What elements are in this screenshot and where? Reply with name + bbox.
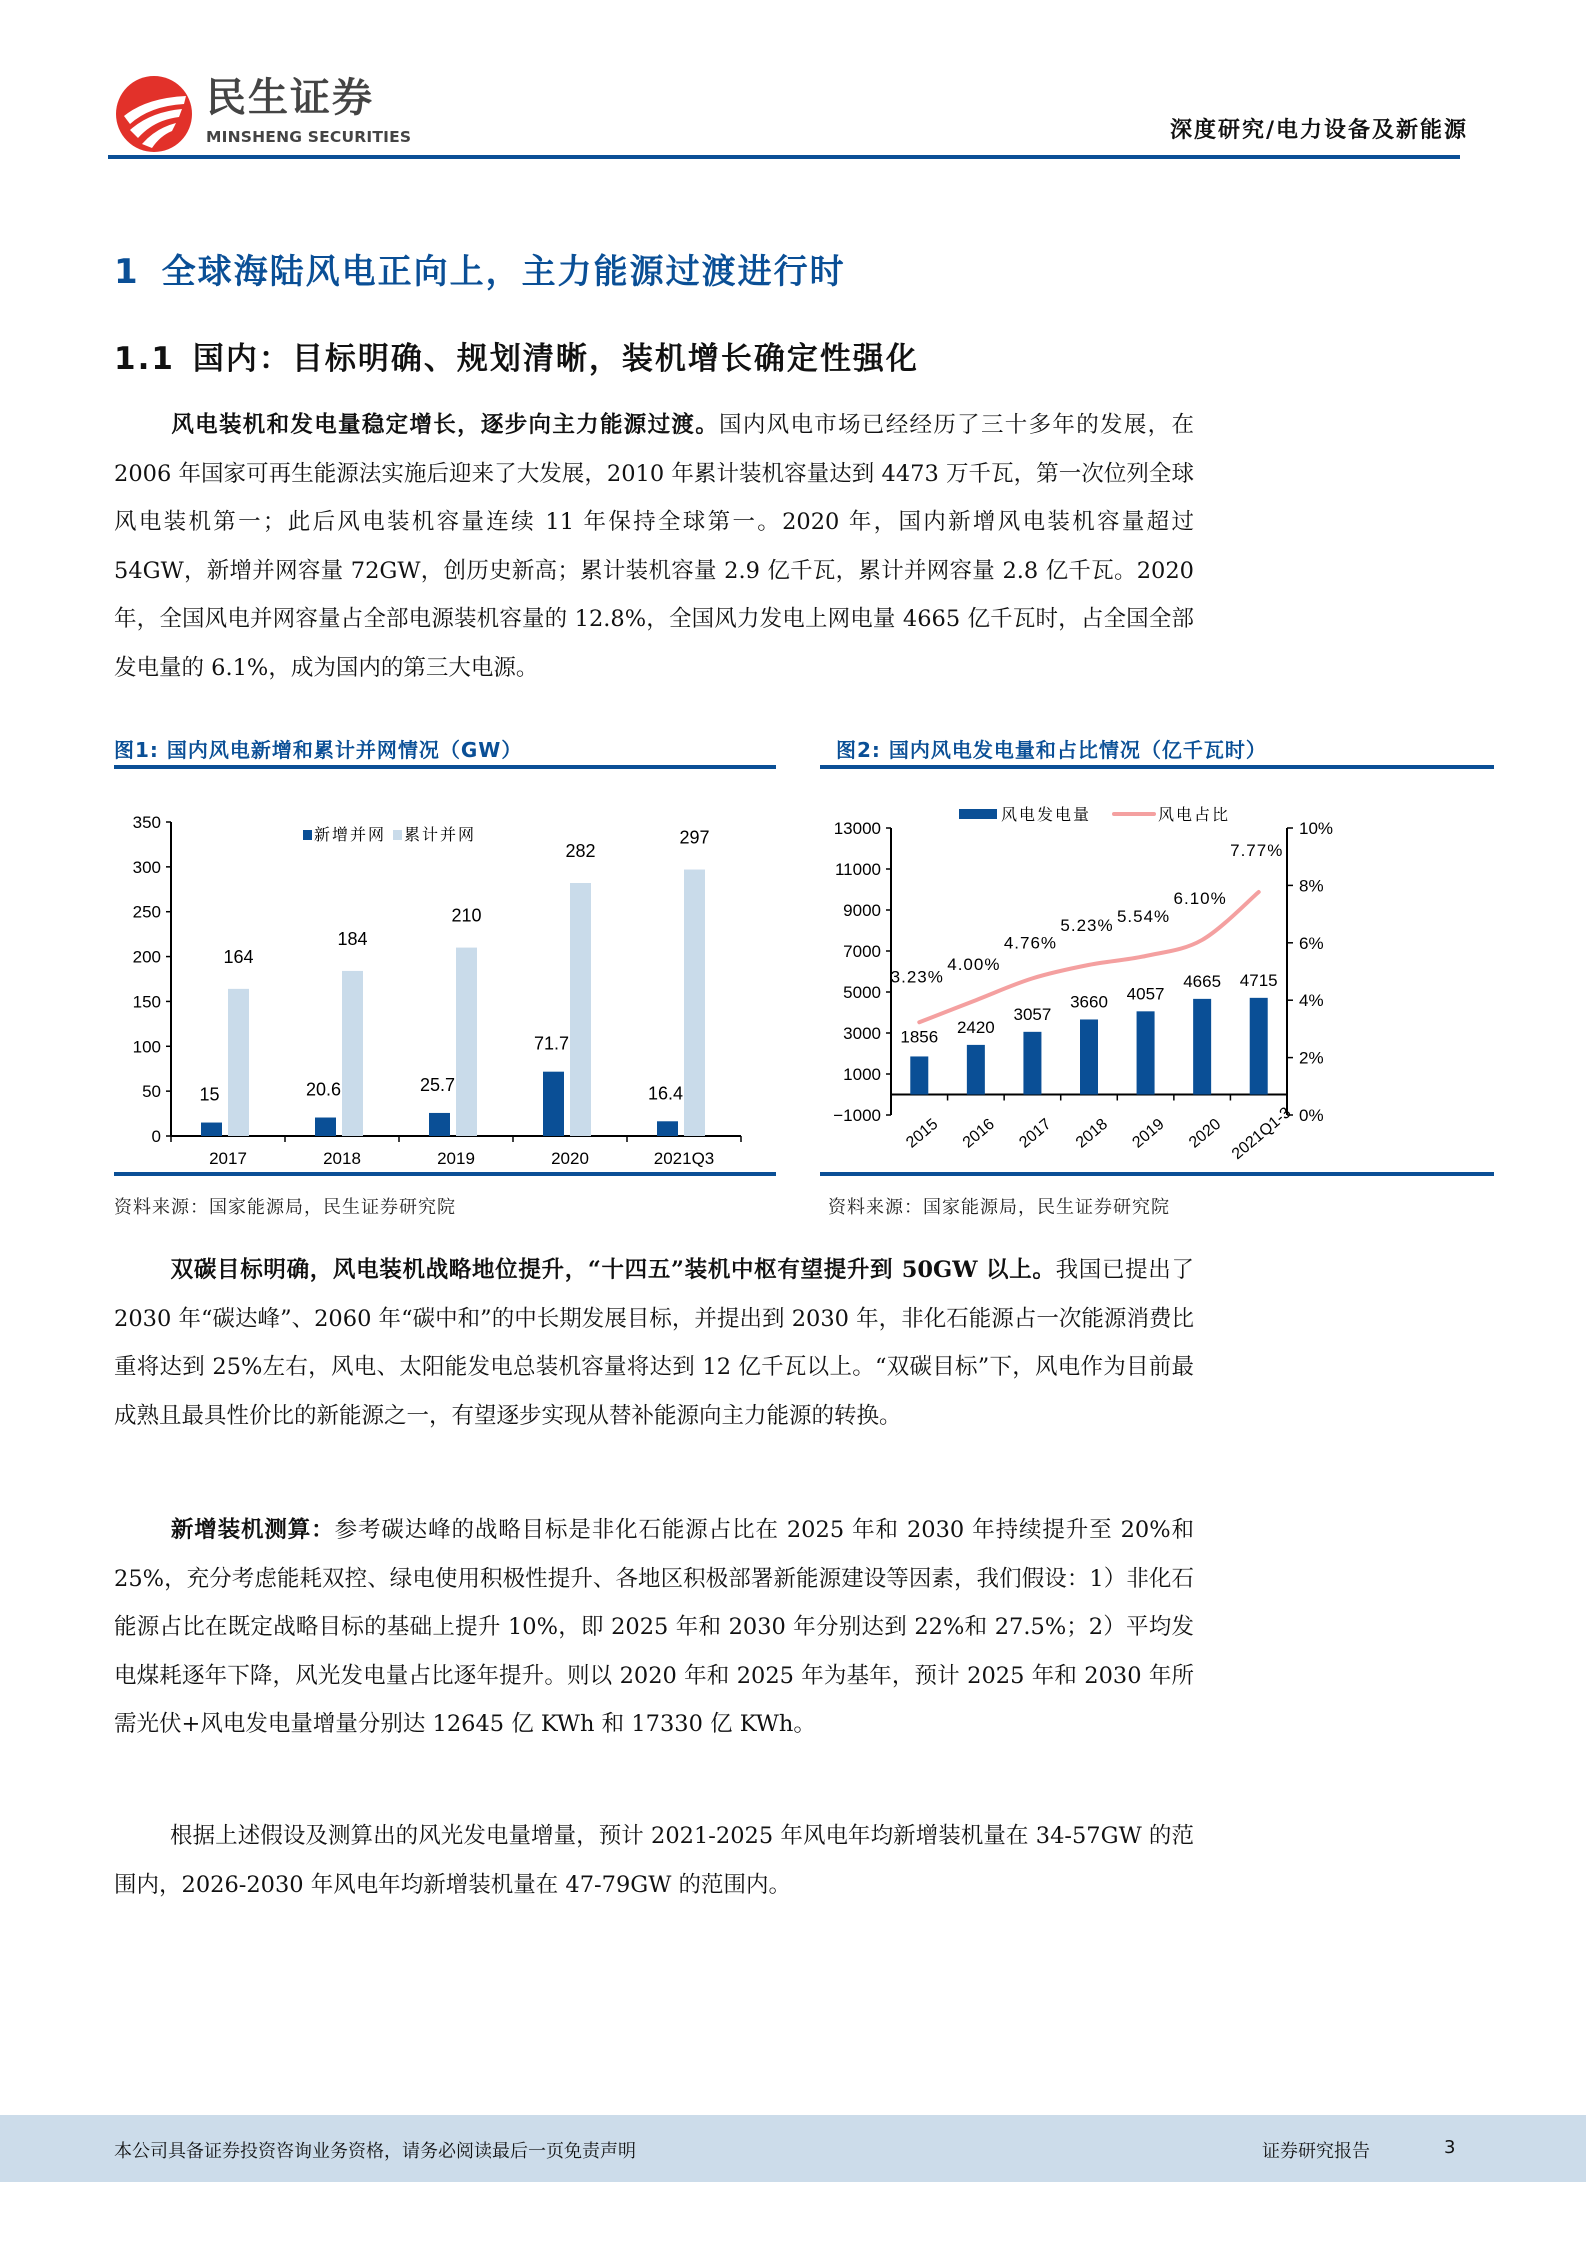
logo-emblem-icon xyxy=(116,76,192,152)
bar xyxy=(1193,999,1211,1095)
y-tick-label: 300 xyxy=(132,857,161,877)
bar-0 xyxy=(657,1121,678,1136)
y-tick-label-left: 7000 xyxy=(843,942,881,961)
bar-data-label: 3057 xyxy=(1013,1004,1052,1024)
line-data-label: 5.54% xyxy=(1116,907,1171,927)
bar xyxy=(1080,1019,1098,1094)
footer-report-type: 证券研究报告 xyxy=(1262,2141,1370,2162)
data-label: 297 xyxy=(679,827,710,848)
x-tick-label: 2017 xyxy=(209,1149,247,1168)
line-data-label: 7.77% xyxy=(1230,841,1284,861)
y-tick-label: 350 xyxy=(132,813,161,832)
x-tick-label: 2016 xyxy=(959,1115,998,1152)
legend-swatch-new xyxy=(303,830,312,840)
data-label: 15 xyxy=(199,1084,220,1105)
data-label: 20.6 xyxy=(305,1079,342,1100)
bar xyxy=(967,1045,985,1095)
paragraph-body: 我国已提出了 2030 年“碳达峰”、2060 年“碳中和”的中长期发展目标，并提出到 2030 年，非化石能源占一次能源消费比重将达到 25%左右，风电、太阳能发电总装机容量将达到 12 亿千瓦以上。“双碳目标”下，风电作为目前最成熟且最具性价比的新能源之一，有望逐步实现从替补能源向主力能源的转换。 xyxy=(114,1257,1194,1429)
x-tick-label: 2017 xyxy=(1016,1115,1055,1152)
line-data-label: 3.23% xyxy=(890,967,944,987)
y-tick-label-right: 0% xyxy=(1299,1106,1324,1125)
y-tick-label: 50 xyxy=(142,1082,161,1102)
paragraph-1 xyxy=(114,401,1194,692)
bar-0 xyxy=(543,1072,564,1136)
paragraph-3 xyxy=(114,1506,1194,1749)
x-tick-label: 2020 xyxy=(551,1149,589,1168)
y-tick-label-right: 6% xyxy=(1299,933,1324,953)
x-tick-label: 2019 xyxy=(1129,1115,1168,1152)
x-tick-label: 2018 xyxy=(1072,1115,1112,1152)
y-tick-label: 250 xyxy=(132,902,161,922)
x-tick-label: 2018 xyxy=(323,1149,361,1168)
line-data-label: 4.76% xyxy=(1003,933,1058,953)
figure-2-chart xyxy=(820,790,1494,1175)
paragraph-body: 根据上述假设及测算出的风光发电量增量，预计 2021-2025 年风电年均新增装机量在 34-57GW 的范围内，2026-2030 年风电年均新增装机量在 47-79GW 的范围内。 xyxy=(114,1823,1194,1898)
paragraph-lead: 双碳目标明确，风电装机战略地位提升，“十四五”装机中枢有望提升到 50GW 以上。 xyxy=(170,1257,1056,1283)
x-tick-label: 2019 xyxy=(437,1149,475,1168)
legend-swatch-generation xyxy=(959,809,997,819)
data-label: 282 xyxy=(565,841,596,862)
legend-label: 累计并网 xyxy=(404,827,477,844)
bar-1 xyxy=(342,971,363,1136)
x-tick-label: 2021Q1-3 xyxy=(1228,1104,1295,1164)
figure-2-top-rule xyxy=(820,765,1494,769)
logo-english-name: MINSHENG SECURITIES xyxy=(206,128,412,146)
line-data-label: 6.10% xyxy=(1173,888,1227,908)
paragraph-lead: 风电装机和发电量稳定增长，逐步向主力能源过渡。 xyxy=(170,412,720,438)
bar-chart-grid-connection xyxy=(114,790,776,1175)
footer-disclaimer: 本公司具备证券投资咨询业务资格，请务必阅读最后一页免责声明 xyxy=(114,2141,636,2162)
paragraph-4 xyxy=(114,1812,1194,1909)
y-tick-label-right: 4% xyxy=(1299,991,1324,1011)
y-tick-label-right: 10% xyxy=(1299,819,1334,838)
y-tick-label-left: −1000 xyxy=(833,1106,881,1125)
figure-1-source: 资料来源：国家能源局，民生证券研究院 xyxy=(114,1197,456,1218)
y-tick-label-left: 13000 xyxy=(833,819,881,838)
line-data-label: 5.23% xyxy=(1060,915,1114,935)
data-label: 71.7 xyxy=(533,1033,570,1054)
bar xyxy=(910,1056,928,1094)
data-label: 164 xyxy=(223,946,254,967)
logo-chinese-name: 民生证券 xyxy=(206,75,374,121)
data-label: 210 xyxy=(451,905,482,926)
y-tick-label: 150 xyxy=(132,992,161,1012)
report-category: 深度研究/电力设备及新能源 xyxy=(1169,117,1468,143)
legend-label: 风电发电量 xyxy=(1001,807,1092,824)
y-tick-label-left: 1000 xyxy=(843,1065,881,1084)
figure-2-source: 资料来源：国家能源局，民生证券研究院 xyxy=(828,1197,1170,1218)
header-divider xyxy=(108,155,1460,159)
x-tick-label: 2021Q3 xyxy=(653,1149,715,1168)
bar-data-label: 4665 xyxy=(1183,971,1222,991)
y-tick-label-left: 3000 xyxy=(843,1024,881,1043)
paragraph-body: 参考碳达峰的战略目标是非化石能源占比在 2025 年和 2030 年持续提升至 20%和 25%，充分考虑能耗双控、绿电使用积极性提升、各地区积极部署新能源建设等因素，我们假设：1）非化石能源占比在既定战略目标的基础上提升 10%，即 2025 年和 2030 年分别达到 22%和 27.5%；2）平均发电煤耗逐年下降，风光发电量占比逐年提升。则以 2020 年和 2025 年为基年，预计 2025 年和 2030 年所需光伏+风电发电量增量分别达 12645 亿 KWh 和 17330 亿 KWh。 xyxy=(114,1517,1194,1737)
y-tick-label-right: 2% xyxy=(1299,1048,1324,1068)
figure-2-bottom-rule xyxy=(820,1172,1494,1176)
bar-data-label: 2420 xyxy=(956,1017,995,1037)
subsection-number: 1.1 xyxy=(114,341,175,377)
legend-swatch-cumulative xyxy=(393,830,402,840)
paragraph-lead: 新增装机测算： xyxy=(170,1517,335,1543)
figure-1-bottom-rule xyxy=(114,1172,776,1176)
bar xyxy=(1250,998,1268,1095)
bar-data-label: 3660 xyxy=(1070,992,1108,1012)
combo-chart-generation-share xyxy=(820,790,1494,1175)
y-tick-label-left: 11000 xyxy=(834,860,881,879)
bar-0 xyxy=(201,1123,222,1136)
data-label: 184 xyxy=(337,928,368,949)
bar xyxy=(1137,1011,1155,1094)
x-tick-label: 2015 xyxy=(903,1115,942,1152)
bar-1 xyxy=(228,989,249,1136)
data-label: 25.7 xyxy=(419,1074,456,1095)
line-data-label: 4.00% xyxy=(947,955,1001,975)
figure-1-title: 图1: 国内风电新增和累计并网情况（GW） xyxy=(114,738,523,762)
section-title: 全球海陆风电正向上，主力能源过渡进行时 xyxy=(161,252,846,292)
y-tick-label: 200 xyxy=(132,947,161,967)
subsection-heading xyxy=(114,333,919,378)
paragraph-body: 国内风电市场已经经历了三十多年的发展，在 2006 年国家可再生能源法实施后迎来了大发展，2010 年累计装机容量达到 4473 万千瓦，第一次位列全球风电装机第一；此后风电装机容量连续 11 年保持全球第一。2020 年，国内新增风电装机容量超过 54GW，新增并网容量 72GW，创历史新高；累计装机容量 2.9 亿千瓦，累计并网容量 2.8 亿千瓦。2020 年，全国风电并网容量占全部电源装机容量的 12.8%，全国风力发电上网电量 4665 亿千瓦时，占全国全部发电量的 6.1%，成为国内的第三大电源。 xyxy=(114,412,1194,681)
company-logo xyxy=(108,68,528,152)
y-tick-label: 100 xyxy=(132,1037,161,1057)
bar-0 xyxy=(315,1118,336,1136)
y-tick-label: 0 xyxy=(151,1127,161,1146)
bar xyxy=(1023,1032,1041,1095)
subsection-title: 国内：目标明确、规划清晰，装机增长确定性强化 xyxy=(192,341,919,377)
bar-1 xyxy=(570,883,591,1136)
bar-0 xyxy=(429,1113,450,1136)
bar-data-label: 4715 xyxy=(1239,970,1278,990)
figure-1-top-rule xyxy=(114,765,776,769)
legend-label: 新增并网 xyxy=(314,827,387,844)
x-tick-label: 2020 xyxy=(1186,1115,1225,1152)
figure-1-chart xyxy=(114,790,776,1175)
bar-data-label: 4057 xyxy=(1126,984,1165,1004)
bar-1 xyxy=(684,870,705,1136)
legend-label: 风电占比 xyxy=(1158,807,1231,824)
y-tick-label-left: 9000 xyxy=(843,901,881,920)
data-label: 16.4 xyxy=(647,1083,684,1104)
y-tick-label-right: 8% xyxy=(1299,876,1324,896)
page-number: 3 xyxy=(1444,2137,1456,2158)
y-tick-label-left: 5000 xyxy=(843,983,881,1002)
figure-2-title: 图2: 国内风电发电量和占比情况（亿千瓦时） xyxy=(836,738,1267,762)
paragraph-2 xyxy=(114,1246,1194,1440)
bar-1 xyxy=(456,948,477,1136)
section-heading xyxy=(114,244,846,293)
section-number: 1 xyxy=(114,252,140,292)
bar-data-label: 1856 xyxy=(900,1027,939,1047)
page-footer xyxy=(0,2115,1586,2182)
